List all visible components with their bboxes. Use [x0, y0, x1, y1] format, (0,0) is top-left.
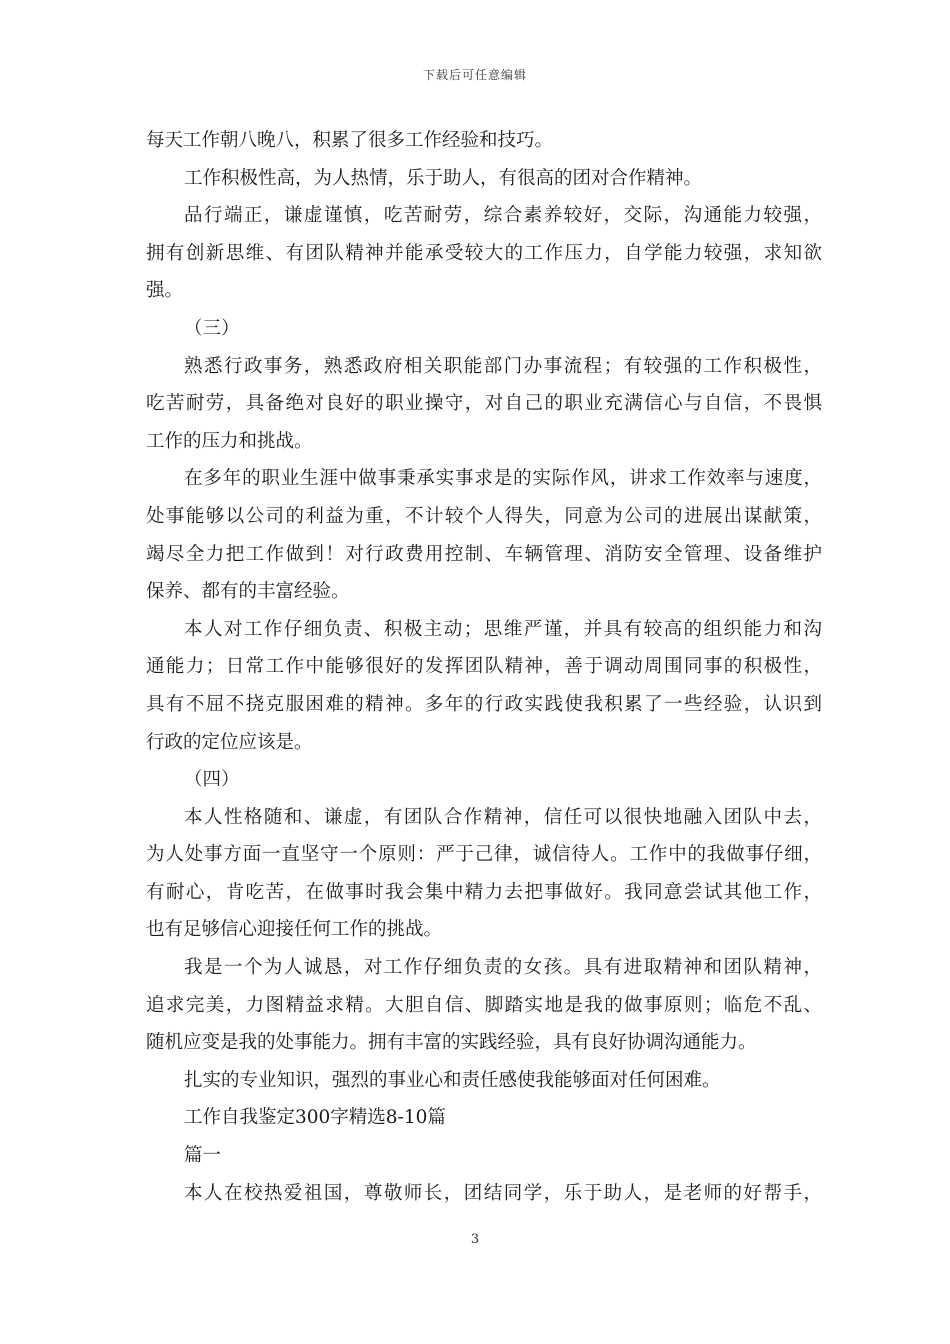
text-line: 处事能够以公司的利益为重，不计较个人得失，同意为公司的进展出谋献策，	[146, 505, 822, 527]
text-line: （三）	[184, 317, 240, 339]
text-line: 本人对工作仔细负责、积极主动；思维严谨，并具有较高的组织能力和沟	[184, 618, 822, 640]
text-line: 工作积极性高，为人热情，乐于助人，有很高的团对合作精神。	[184, 167, 703, 189]
text-line: 工作的压力和挑战。	[146, 430, 313, 452]
text-line: 本人性格随和、谦虚，有团队合作精神，信任可以很快地融入团队中去，	[184, 806, 822, 828]
text-line: 工作自我鉴定300字精选8-10篇	[184, 1107, 446, 1129]
text-line: 追求完美，力图精益求精。大胆自信、脚踏实地是我的做事原则；临危不乱、	[146, 994, 822, 1016]
text-line: 保养、都有的丰富经验。	[146, 581, 350, 603]
text-line: 每天工作朝八晚八，积累了很多工作经验和技巧。	[146, 130, 554, 151]
text-line: （四）	[184, 769, 240, 791]
text-line: 通能力；日常工作中能够很好的发挥团队精神，善于调动周围同事的积极性，	[146, 656, 822, 678]
text-line: 也有足够信心迎接任何工作的挑战。	[146, 919, 443, 941]
text-line: 拥有创新思维、有团队精神并能承受较大的工作压力，自学能力较强，求知欲	[146, 242, 822, 264]
text-line: 竭尽全力把工作做到！对行政费用控制、车辆管理、消防安全管理、设备维护	[146, 543, 822, 565]
text-line: 行政的定位应该是。	[146, 731, 313, 753]
text-line: 有耐心，肯吃苦，在做事时我会集中精力去把事做好。我同意尝试其他工作，	[146, 881, 822, 903]
text-line: 扎实的专业知识，强烈的事业心和责任感使我能够面对任何困难。	[184, 1069, 721, 1091]
text-line: 我是一个为人诚恳，对工作仔细负责的女孩。具有进取精神和团队精神，	[184, 957, 822, 979]
text-line: 吃苦耐劳，具备绝对良好的职业操守，对自己的职业充满信心与自信，不畏惧	[146, 393, 822, 415]
document-body	[146, 122, 822, 1212]
page-number: 3	[470, 1232, 480, 1247]
text-line: 在多年的职业生涯中做事秉承实事求是的实际作风，讲求工作效率与速度，	[184, 468, 822, 490]
text-line: 熟悉行政事务，熟悉政府相关职能部门办事流程；有较强的工作积极性，	[184, 355, 822, 377]
text-line: 篇一	[184, 1145, 222, 1167]
text-line: 随机应变是我的处事能力。拥有丰富的实践经验，具有良好协调沟通能力。	[146, 1032, 757, 1054]
text-line: 本人在校热爱祖国，尊敬师长，团结同学，乐于助人，是老师的好帮手，	[184, 1182, 822, 1204]
text-line: 为人处事方面一直坚守一个原则：严于己律，诚信待人。工作中的我做事仔细，	[146, 844, 822, 866]
text-line: 品行端正，谦虚谨慎，吃苦耐劳，综合素养较好，交际，沟通能力较强，	[184, 205, 822, 227]
text-line: 强。	[146, 280, 184, 302]
text-line: 具有不屈不挠克服困难的精神。多年的行政实践使我积累了一些经验，认识到	[146, 693, 822, 715]
page-header: 下载后可任意编辑	[422, 68, 527, 82]
